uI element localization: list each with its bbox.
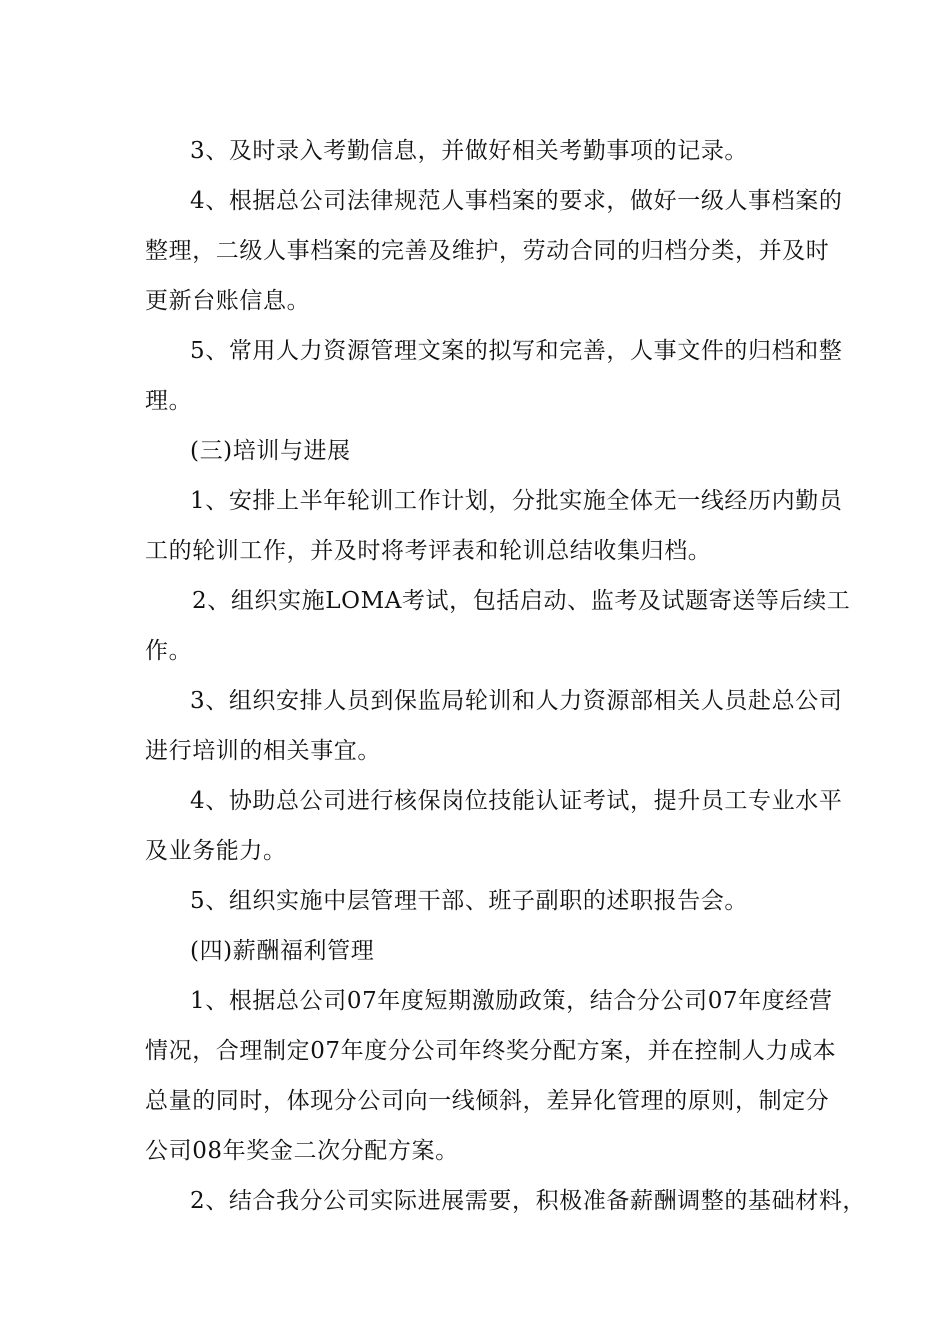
paragraph-line: 情况，合理制定07年度分公司年终奖分配方案，并在控制人力成本 <box>145 1038 837 1064</box>
section-heading: (三)培训与进展 <box>190 438 351 464</box>
paragraph-line: 2、组织实施LOMA考试，包括启动、监考及试题寄送等后续工 <box>192 588 851 614</box>
paragraph-line: 3、及时录入考勤信息，并做好相关考勤事项的记录。 <box>190 138 749 164</box>
paragraph-line: 公司08年奖金二次分配方案。 <box>145 1138 459 1164</box>
paragraph-line: 总量的同时，体现分公司向一线倾斜，差异化管理的原则，制定分 <box>145 1088 830 1114</box>
paragraph-line: 1、根据总公司07年度短期激励政策，结合分公司07年度经营 <box>190 988 833 1014</box>
paragraph-line: 整理，二级人事档案的完善及维护，劳动合同的归档分类，并及时 <box>145 238 830 264</box>
paragraph-line: 2、结合我分公司实际进展需要，积极准备薪酬调整的基础材料， <box>190 1188 867 1214</box>
paragraph-line: 1、安排上半年轮训工作计划，分批实施全体无一线经历内勤员 <box>190 488 843 514</box>
paragraph-line: 5、常用人力资源管理文案的拟写和完善，人事文件的归档和整 <box>190 338 843 364</box>
paragraph-line: 工的轮训工作，并及时将考评表和轮训总结收集归档。 <box>145 538 712 564</box>
paragraph-line: 理。 <box>145 388 193 414</box>
paragraph-line: 及业务能力。 <box>145 838 287 864</box>
paragraph-line: 更新台账信息。 <box>145 288 311 314</box>
paragraph-line: 4、根据总公司法律规范人事档案的要求，做好一级人事档案的 <box>190 188 843 214</box>
paragraph-line: 3、组织安排人员到保监局轮训和人力资源部相关人员赴总公司 <box>190 688 843 714</box>
paragraph-line: 进行培训的相关事宜。 <box>145 738 381 764</box>
paragraph-line: 5、组织实施中层管理干部、班子副职的述职报告会。 <box>190 888 749 914</box>
section-heading: (四)薪酬福利管理 <box>190 938 375 964</box>
paragraph-line: 作。 <box>145 638 193 664</box>
paragraph-line: 4、协助总公司进行核保岗位技能认证考试，提升员工专业水平 <box>190 788 843 814</box>
